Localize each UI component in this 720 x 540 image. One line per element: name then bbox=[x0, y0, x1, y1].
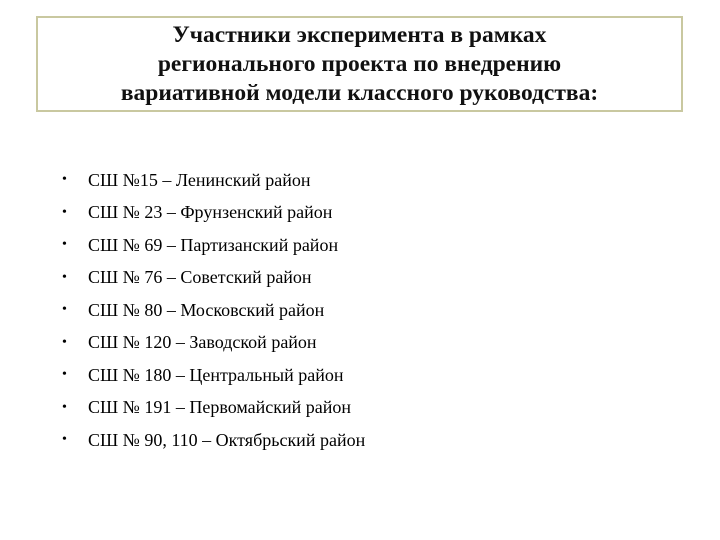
list-item bbox=[56, 327, 365, 360]
list-item-text: СШ № 23 – Фрунзенский район bbox=[88, 202, 333, 223]
bullet-icon: • bbox=[62, 269, 67, 285]
title-box bbox=[36, 16, 683, 112]
list-item bbox=[56, 229, 365, 262]
list-item bbox=[56, 392, 365, 425]
title-line-2: регионального проекта по внедрению bbox=[157, 50, 562, 77]
list-item-text: СШ № 180 – Центральный район bbox=[88, 364, 344, 385]
bullet-icon: • bbox=[62, 237, 67, 253]
list-item-text: СШ № 80 – Московский район bbox=[88, 299, 325, 320]
bullet-icon: • bbox=[62, 334, 67, 350]
list-item bbox=[56, 164, 365, 197]
list-item-text: СШ №15 – Ленинский район bbox=[88, 169, 311, 190]
list-item bbox=[56, 262, 365, 295]
list-item-text: СШ № 90, 110 – Октябрьский район bbox=[88, 429, 366, 450]
bullet-icon: • bbox=[62, 172, 67, 188]
title-line-1: Участники эксперимента в рамках bbox=[172, 21, 547, 48]
bullet-icon: • bbox=[62, 302, 67, 318]
list-item-text: СШ № 76 – Советский район bbox=[88, 267, 312, 288]
title-line-3: вариативной модели классного руководства: bbox=[120, 79, 599, 106]
list-item bbox=[56, 197, 365, 230]
list-item-text: СШ № 69 – Партизанский район bbox=[88, 234, 339, 255]
bullet-icon: • bbox=[62, 432, 67, 448]
bullet-icon: • bbox=[62, 399, 67, 415]
bullet-icon: • bbox=[62, 204, 67, 220]
list-item-text: СШ № 191 – Первомайский район bbox=[88, 397, 352, 418]
participants-list bbox=[56, 164, 365, 457]
bullet-icon: • bbox=[62, 367, 67, 383]
list-item bbox=[56, 424, 365, 457]
list-item bbox=[56, 359, 365, 392]
list-item bbox=[56, 294, 365, 327]
list-item-text: СШ № 120 – Заводской район bbox=[88, 332, 317, 353]
